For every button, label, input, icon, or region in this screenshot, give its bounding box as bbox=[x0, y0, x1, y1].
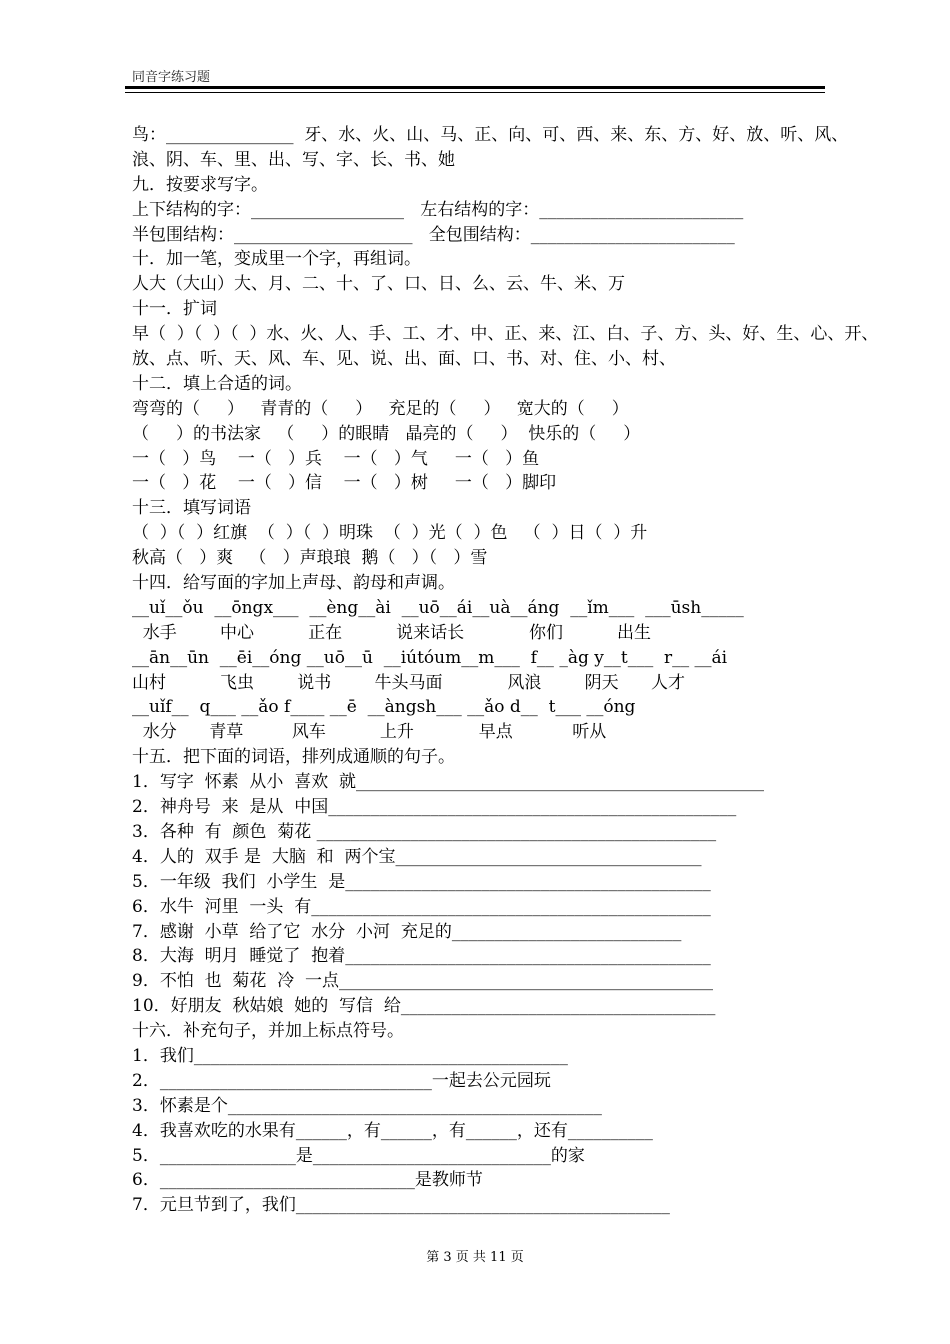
exercise-item: 10．好朋友 秋姑娘 她的 写信 给_____________________________________ bbox=[132, 996, 716, 1017]
text-line: 半包围结构：_____________________ 全包围结构：________________________ bbox=[132, 224, 735, 245]
exercise-item: 5．________________是____________________________的家 bbox=[132, 1145, 585, 1166]
document-body bbox=[132, 123, 879, 1218]
word-line: 水分 青草 风车 上升 早点 听从 bbox=[132, 722, 607, 743]
exercise-item: 3．怀素是个____________________________________________ bbox=[132, 1095, 602, 1116]
header-rule-thick bbox=[125, 86, 825, 89]
exercise-item: 6．水牛 河里 一头 有_______________________________________________ bbox=[132, 896, 711, 917]
section-heading: 十四．给写面的字加上声母、韵母和声调。 bbox=[132, 573, 455, 594]
text-line: 放、点、听、天、风、车、见、说、出、面、口、书、对、住、小、村、 bbox=[132, 349, 676, 370]
text-line: （ ）的书法家 （ ）的眼睛 晶亮的（ ） 快乐的（ ） bbox=[132, 423, 641, 444]
exercise-item: 2．神舟号 来 是从 中国________________________________________________ bbox=[132, 797, 737, 818]
text-line: 弯弯的（ ） 青青的（ ） 充足的（ ） 宽大的（ ） bbox=[132, 398, 629, 419]
exercise-item: 4．我喜欢吃的水果有______，有______，有______，还有__________ bbox=[132, 1120, 653, 1141]
exercise-item: 7．感谢 小草 给了它 水分 小河 充足的___________________________ bbox=[132, 921, 682, 942]
pinyin-line: __ān__ūn __ēi__óng __uō__ū __iútóum__m___ f__ _àg y__t___ r__ __ái bbox=[132, 647, 728, 668]
text-line: 秋高（ ）爽 （ ）声琅琅 鹅（ ）（ ）雪 bbox=[132, 548, 488, 569]
text-line: 上下结构的字：__________________ 左右结构的字：________________________ bbox=[132, 199, 744, 220]
text-line: 一（ ）花 一（ ）信 一（ ）树 一（ ）脚印 bbox=[132, 473, 557, 494]
text-line: 早（ ）（ ）（ ）水、火、人、手、工、才、中、正、来、江、白、子、方、头、好、生、心、开、 bbox=[132, 324, 879, 345]
text-line: （ ）（ ）红旗 （ ）（ ）明珠 （ ）光（ ）色 （ ）日（ ）升 bbox=[132, 523, 648, 544]
header-rule-thin bbox=[125, 92, 825, 93]
section-heading: 十五．把下面的词语，排列成通顺的句子。 bbox=[132, 747, 455, 768]
text-line: 鸟：_______________ 牙、水、火、山、马、正、向、可、西、来、东、方、好、放、听、风、 bbox=[132, 125, 849, 145]
page-header-title: 同音字练习题 bbox=[132, 70, 211, 85]
text-line: 人大（大山）大、月、二、十、了、口、日、么、云、牛、米、万 bbox=[132, 274, 625, 295]
exercise-item: 4．人的 双手 是 大脑 和 两个宝____________________________________ bbox=[132, 846, 702, 867]
section-heading: 十一．扩词 bbox=[132, 299, 217, 320]
exercise-item: 1．我们____________________________________________ bbox=[132, 1045, 568, 1066]
section-heading: 十．加一笔，变成里一个字，再组词。 bbox=[132, 249, 421, 270]
section-heading: 九．按要求写字。 bbox=[132, 174, 268, 195]
word-line: 水手 中心 正在 说来话长 你们 出生 bbox=[132, 622, 651, 643]
word-line: 山村 飞虫 说书 牛头马面 风浪 阴天 人才 bbox=[132, 672, 685, 693]
pinyin-line: __uǐf__ q___ __ǎo f____ __ē __àngsh___ __ǎo d__ t___ __óng bbox=[132, 697, 636, 718]
exercise-item: 3．各种 有 颜色 菊花 _______________________________________________ bbox=[132, 821, 717, 842]
exercise-item: 9．不怕 也 菊花 冷 一点____________________________________________ bbox=[132, 971, 714, 992]
section-heading: 十六．补充句子，并加上标点符号。 bbox=[132, 1021, 404, 1042]
exercise-item: 1．写字 怀素 从小 喜欢 就________________________________________________ bbox=[132, 772, 765, 793]
exercise-item: 7．元旦节到了，我们____________________________________________ bbox=[132, 1195, 670, 1216]
section-heading: 十二．填上合适的词。 bbox=[132, 373, 302, 394]
exercise-item: 2．________________________________一起去公元园玩 bbox=[132, 1070, 551, 1091]
section-heading: 十三．填写词语 bbox=[132, 498, 251, 519]
exercise-item: 8．大海 明月 睡觉了 抱着___________________________________________ bbox=[132, 946, 711, 967]
text-line: 浪、阴、车、里、出、写、字、长、书、她 bbox=[132, 149, 455, 170]
exercise-item: 6．______________________________是教师节 bbox=[132, 1170, 483, 1191]
pinyin-line: __uǐ__ǒu __ōngx___ __èng__ài __uō__ái__uà__áng __ǐm___ ___ūsh_____ bbox=[132, 597, 744, 618]
page-number: 第 3 页 共 11 页 bbox=[426, 1250, 524, 1265]
exercise-item: 5．一年级 我们 小学生 是___________________________________________ bbox=[132, 871, 711, 892]
text-line: 一（ ）鸟 一（ ）兵 一（ ）气 一（ ）鱼 bbox=[132, 448, 540, 469]
